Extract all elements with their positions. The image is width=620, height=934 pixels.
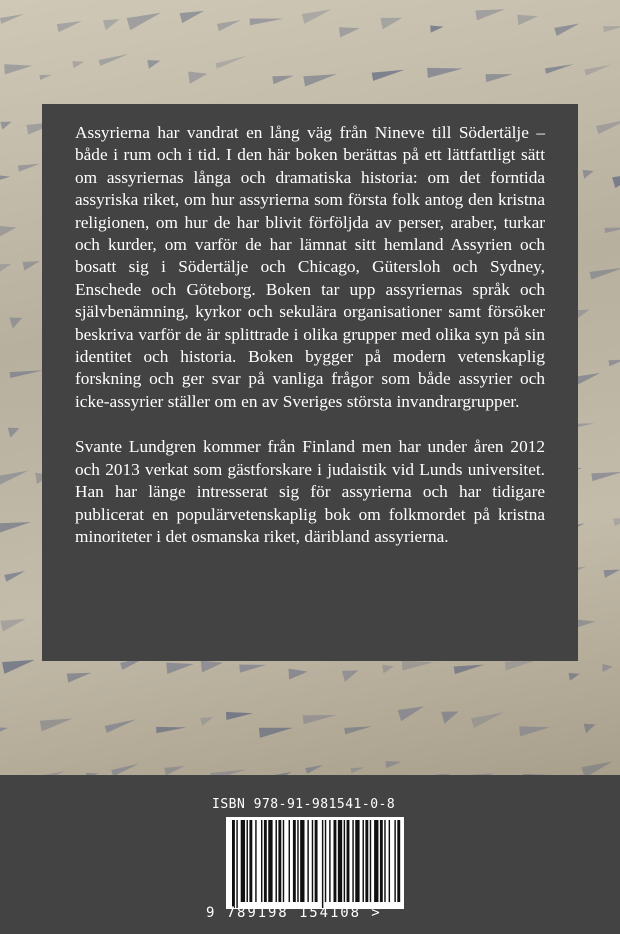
barcode-digits: 9 789198 154108 > <box>206 905 382 921</box>
author-bio: Svante Lundgren kommer från Finland men har under åren 2012 och 2013 verkat som gästforskare i judaistik vid Lunds universitet. Han har länge intresserat sig för assyrierna och har tidigare publicerat en populärvetenskaplig bok om folkmordet på kristna minoriteter i det osmanska riket, däribland assyrierna. <box>75 437 545 546</box>
book-description: Assyrierna har vandrat en lång väg från Nineve till Södertälje – både i rum och i tid. I den här boken berättas på ett lättfattligt sätt om assyriernas långa och dramatiska historia: om det forntida assyriska riket, om hur assyrierna som första folk antog den kristna religionen, om hur de har blivit förföljda av perser, araber, turkar och kurder, om varför de har lämnat sitt hemland Assyrien och bosatt sig i Södertälje och Chicago, Gütersloh och Sydney, Enschede och Göteborg. Boken tar upp assyriernas språk och självbenämning, kyrkor och sekulära organisationer samt försöker beskriva varför de är splittrade i olika grupper med olika syn på sin identitet och historia. Boken bygger på modern vetenskaplig forskning och ger svar på vanliga frågor som både assyrier och icke-assyrier ställer om en av Sveriges största invandrargrupper. <box>75 123 545 411</box>
isbn-label: ISBN 978-91-981541-0-8 <box>212 797 396 812</box>
barcode <box>226 817 404 909</box>
blurb-panel <box>42 104 578 661</box>
